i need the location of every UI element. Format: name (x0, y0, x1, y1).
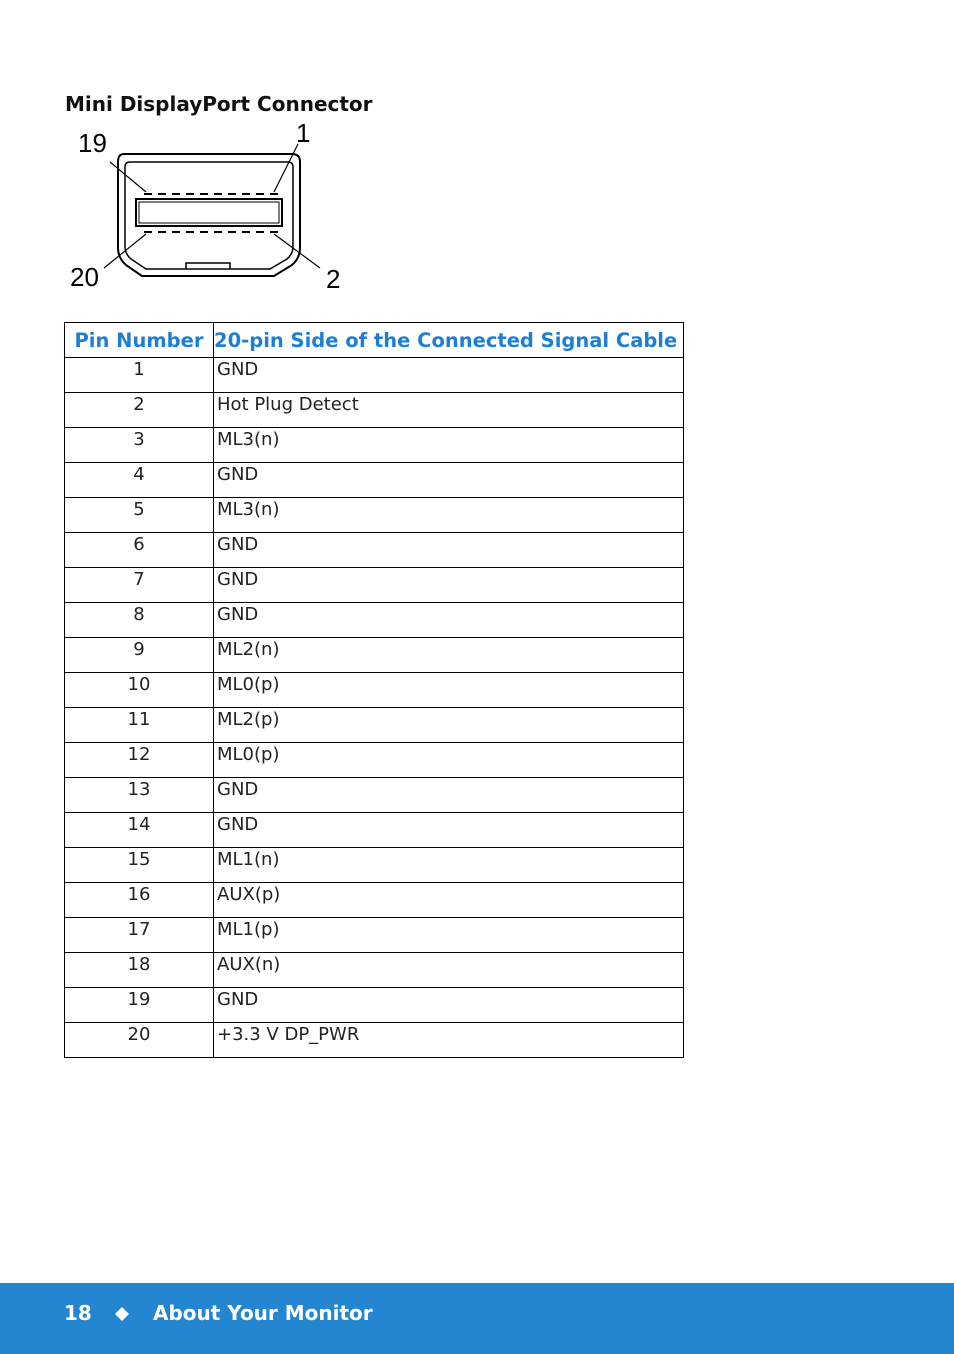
pin-number-cell: 17 (65, 918, 214, 953)
pin-number-cell: 15 (65, 848, 214, 883)
table-row (65, 1023, 684, 1058)
label-pin-2: 2 (326, 264, 341, 294)
table-row (65, 883, 684, 918)
signal-cell: GND (214, 358, 684, 393)
signal-cell: ML1(p) (214, 918, 684, 953)
signal-cell: ML1(n) (214, 848, 684, 883)
mini-displayport-connector-diagram (62, 118, 352, 298)
connector-outer-shell (118, 154, 300, 276)
table-row (65, 638, 684, 673)
label-pin-1: 1 (296, 118, 311, 148)
table-row (65, 428, 684, 463)
pin-number-cell: 3 (65, 428, 214, 463)
table-row (65, 918, 684, 953)
signal-cell: GND (214, 463, 684, 498)
pin-number-cell: 10 (65, 673, 214, 708)
pin-number-cell: 20 (65, 1023, 214, 1058)
pin-number-cell: 14 (65, 813, 214, 848)
pin-number-cell: 18 (65, 953, 214, 988)
signal-cell: ML2(n) (214, 638, 684, 673)
table-header-row (65, 323, 684, 358)
label-pin-19: 19 (78, 128, 107, 158)
pin-number-cell: 9 (65, 638, 214, 673)
signal-cell: +3.3 V DP_PWR (214, 1023, 684, 1058)
table-body (65, 358, 684, 1058)
section-title: Mini DisplayPort Connector (65, 92, 373, 116)
header-signal: 20-pin Side of the Connected Signal Cable (214, 323, 684, 358)
connector-tongue-inner (139, 202, 279, 223)
label-pin-20: 20 (70, 262, 99, 292)
table-row (65, 743, 684, 778)
signal-cell: GND (214, 778, 684, 813)
table-row (65, 848, 684, 883)
table-row (65, 953, 684, 988)
signal-cell: ML2(p) (214, 708, 684, 743)
pin-number-cell: 19 (65, 988, 214, 1023)
signal-cell: Hot Plug Detect (214, 393, 684, 428)
page-footer (0, 1283, 954, 1354)
page-number: 18 (64, 1301, 92, 1325)
table-row (65, 568, 684, 603)
signal-cell: GND (214, 568, 684, 603)
pin-number-cell: 1 (65, 358, 214, 393)
signal-cell: ML0(p) (214, 743, 684, 778)
signal-cell: GND (214, 533, 684, 568)
signal-cell: ML3(n) (214, 498, 684, 533)
signal-cell: AUX(p) (214, 883, 684, 918)
table-row (65, 358, 684, 393)
connector-key (186, 263, 230, 269)
table-row (65, 393, 684, 428)
table-row (65, 463, 684, 498)
pin-number-cell: 6 (65, 533, 214, 568)
header-pin-number: Pin Number (65, 323, 214, 358)
connector-tongue (136, 199, 282, 226)
pin-number-cell: 12 (65, 743, 214, 778)
signal-cell: GND (214, 603, 684, 638)
table-row (65, 603, 684, 638)
table-row (65, 813, 684, 848)
connector-inner-shell (125, 162, 293, 269)
pin-number-cell: 4 (65, 463, 214, 498)
table-row (65, 673, 684, 708)
table-row (65, 708, 684, 743)
footer-section-name: About Your Monitor (153, 1301, 373, 1325)
pin-number-cell: 13 (65, 778, 214, 813)
pin-number-cell: 7 (65, 568, 214, 603)
table-row (65, 988, 684, 1023)
pin-number-cell: 8 (65, 603, 214, 638)
signal-cell: GND (214, 813, 684, 848)
table-row (65, 498, 684, 533)
table-row (65, 778, 684, 813)
signal-cell: ML0(p) (214, 673, 684, 708)
pin-number-cell: 5 (65, 498, 214, 533)
pin-number-cell: 16 (65, 883, 214, 918)
table-row (65, 533, 684, 568)
diamond-icon (113, 1305, 131, 1323)
pin-number-cell: 2 (65, 393, 214, 428)
signal-cell: GND (214, 988, 684, 1023)
signal-cell: ML3(n) (214, 428, 684, 463)
pin-assignment-table (64, 322, 684, 1058)
pin-number-cell: 11 (65, 708, 214, 743)
signal-cell: AUX(n) (214, 953, 684, 988)
